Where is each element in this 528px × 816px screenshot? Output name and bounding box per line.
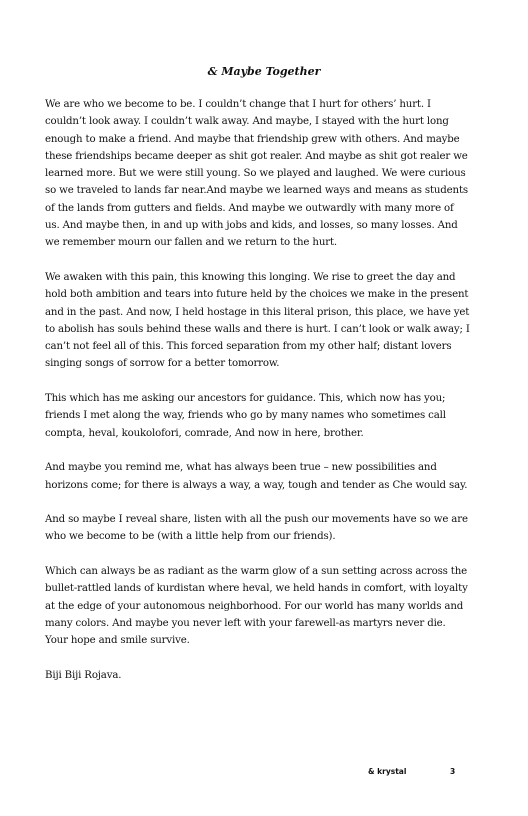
paragraph-6: Which can always be as radiant as the warm glow of a sun setting across across the bullet-rattled lands of kurdistan where heval, we held hands in comfort, with loyalty at the edge of your autonomous neighborhood. For our world has many worlds and many colors. And maybe you never left with your farewell-as martyrs never die. Your hope and smile survive. bbox=[45, 566, 468, 647]
paragraph-3: This which has me asking our ancestors for guidance. This, which now has you; friends I met along the way, friends who go by many names who sometimes call compta, heval, koukolofori, comrade, And now in here, brother. bbox=[45, 393, 446, 439]
page-footer bbox=[0, 767, 528, 781]
poem-body bbox=[45, 96, 471, 701]
paragraph-2: We awaken with this pain, this knowing this longing. We rise to greet the day and hold both ambition and tears into future held by the choices we make in the present and in the past. And now, I held hostage in this literal prison, this place, we have yet to abolish has souls behind these walls and there is hurt. I can’t look or walk away; I can’t not feel all of this. This forced separation from my other half; distant lovers singing songs of sorrow for a better tomorrow. bbox=[45, 271, 470, 370]
page-number: 3 bbox=[450, 767, 456, 776]
poem-title: & Maybe Together bbox=[207, 65, 321, 78]
paragraph-5: And so maybe I reveal share, listen with all the push our movements have so we are who we become to be (with a little help from our friends). bbox=[45, 514, 468, 543]
paragraph-1: We are who we become to be. I couldn’t change that I hurt for others’ hurt. I couldn’t look away. I couldn’t walk away. And maybe, I stayed with the hurt long enough to make a friend. And maybe that friendship grew with others. And maybe these friendships became deeper as shit got realer. And maybe as shit got realer we learned more. But we were still young. So we played and laughed. We were curious so we traveled to lands far near.And maybe we learned ways and means as students of the lands from gutters and fields. And maybe we outwardly with many more of us. And maybe then, in and up with jobs and kids, and losses, so many losses. And we remember mourn our fallen and we return to the hurt. bbox=[45, 99, 468, 249]
footer-author: & krystal bbox=[368, 767, 407, 776]
paragraph-7: Biji Biji Rojava. bbox=[45, 669, 122, 681]
paragraph-4: And maybe you remind me, what has always been true – new possibilities and horizons come; for there is always a way, a way, tough and tender as Che would say. bbox=[45, 462, 468, 491]
